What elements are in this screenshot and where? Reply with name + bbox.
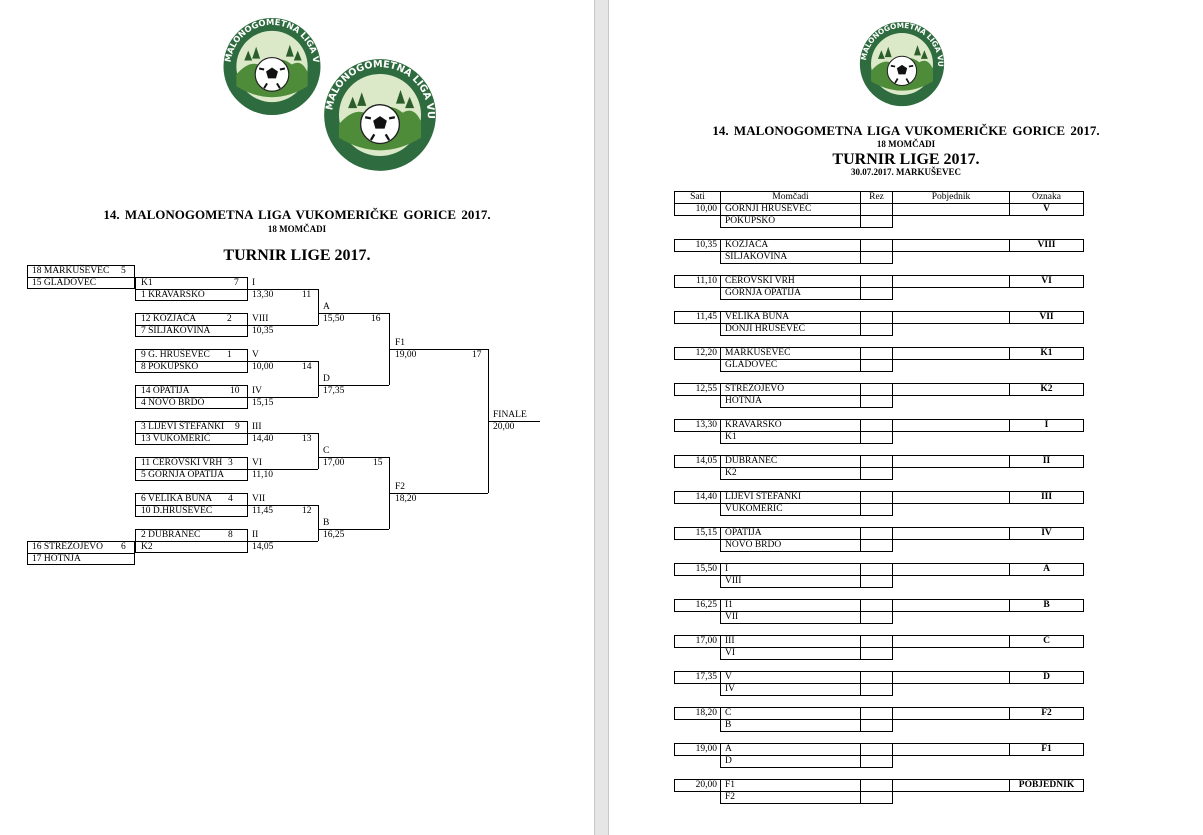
match-mark: K2 (1009, 383, 1084, 396)
page-gutter (594, 0, 609, 835)
bracket-team: 7 ŠILJAKOVINA (141, 326, 211, 336)
winner-cell (892, 419, 1010, 432)
match-mark: F2 (1009, 707, 1084, 720)
bracket-team: 3 LIJEVI ŠTEFANKI (141, 422, 225, 432)
match-mark: VIII (1009, 239, 1084, 252)
match-time: 18,20 (395, 494, 417, 504)
match-label: A (323, 302, 330, 312)
bracket-team: 5 GORNJA OPATIJA (141, 470, 225, 480)
bracket-team: K2 (141, 542, 153, 552)
winner-cell (892, 311, 1010, 324)
col-oznaka: Oznaka (1009, 191, 1084, 204)
match-label: VII (252, 494, 266, 504)
bracket-team: K1 (141, 278, 153, 288)
away-team: DONJI HRUŠEVEC (720, 323, 861, 336)
winner-cell (892, 599, 1010, 612)
home-team: V (720, 671, 861, 684)
match-mark: B (1009, 599, 1084, 612)
winner-cell (892, 743, 1010, 756)
score-away (860, 395, 893, 408)
away-team: D (720, 755, 861, 768)
match-mark: POBJEDNIK (1009, 779, 1084, 792)
match-number: 11 (302, 290, 312, 300)
match-mark: F1 (1009, 743, 1084, 756)
away-team: VUKOMERIĆ (720, 503, 861, 516)
winner-cell (892, 455, 1010, 468)
bracket-score: 8 (228, 530, 233, 540)
home-team: CEROVSKI VRH (720, 275, 861, 288)
bracket-team: 15 GLADOVEC (32, 278, 97, 288)
bracket-team: 2 DUBRANEC (141, 530, 201, 540)
match-number: 13 (302, 434, 312, 444)
match-time: 10,35 (674, 239, 721, 252)
match-mark: II (1009, 455, 1084, 468)
winner-cell (892, 563, 1010, 576)
bracket-score: 10 (230, 386, 240, 396)
winner-cell (892, 491, 1010, 504)
home-team: GORNJI HRUŠEVEC (720, 203, 861, 216)
home-team: DUBRANEC (720, 455, 861, 468)
match-time: 17,35 (674, 671, 721, 684)
match-time: 19,00 (674, 743, 721, 756)
match-time: 10,00 (252, 362, 274, 372)
winner-cell (892, 347, 1010, 360)
bracket-score: 7 (234, 278, 239, 288)
bracket-team: 8 POKUPSKO (141, 362, 199, 372)
away-team: K2 (720, 467, 861, 480)
league-logo-large (323, 58, 437, 172)
away-team: IV (720, 683, 861, 696)
match-number: 16 (371, 314, 381, 324)
home-team: STREZOJEVO (720, 383, 861, 396)
match-time: 11,45 (674, 311, 721, 324)
match-time: 17,00 (323, 458, 345, 468)
home-team: III (720, 635, 861, 648)
score-away (860, 287, 893, 300)
score-away (860, 539, 893, 552)
match-mark: I (1009, 419, 1084, 432)
match-mark: A (1009, 563, 1084, 576)
match-mark: III (1009, 491, 1084, 504)
match-time: 14,05 (252, 542, 274, 552)
bracket-score: 5 (121, 266, 126, 276)
score-away (860, 467, 893, 480)
home-team: I1 (720, 599, 861, 612)
match-time: 16,25 (674, 599, 721, 612)
match-time: 14,40 (252, 434, 274, 444)
bracket-team: 11 CEROVSKI VRH (141, 458, 223, 468)
match-label: B (323, 518, 330, 528)
bracket-team: 6 VELIKA BUNA (141, 494, 213, 504)
away-team: VIII (720, 575, 861, 588)
score-away (860, 503, 893, 516)
score-away (860, 359, 893, 372)
match-number: 12 (302, 506, 312, 516)
match-mark: C (1009, 635, 1084, 648)
away-team: POKUPSKO (720, 215, 861, 228)
match-time: 17,00 (674, 635, 721, 648)
bracket-team: 17 HOTNJA (32, 554, 81, 564)
score-away (860, 719, 893, 732)
match-label: IV (252, 386, 263, 396)
match-time: 15,15 (674, 527, 721, 540)
teams-count: 18 MOMČADI (876, 139, 936, 149)
match-mark: V (1009, 203, 1084, 216)
match-time: 12,55 (674, 383, 721, 396)
final-time: 20,00 (493, 422, 515, 432)
tournament-title: TURNIR LIGE 2017. (832, 151, 980, 168)
league-title: 14. MALONOGOMETNA LIGA VUKOMERIČKE GORICE 2017. (712, 123, 1100, 138)
league-logo (221, 17, 323, 116)
home-team: F1 (720, 779, 861, 792)
match-time: 14,05 (674, 455, 721, 468)
winner-cell (892, 383, 1010, 396)
home-team: A (720, 743, 861, 756)
bracket-team: 14 OPATIJA (141, 386, 190, 396)
winner-cell (892, 779, 1010, 792)
match-time: 18,20 (674, 707, 721, 720)
home-team: LIJEVI ŠTEFANKI (720, 491, 861, 504)
match-time: 15,15 (252, 398, 274, 408)
home-team: VELIKA BUNA (720, 311, 861, 324)
tournament-title: TURNIR LIGE 2017. (223, 247, 371, 264)
bracket-team: 12 KOZJAČA (141, 314, 197, 324)
bracket-page (0, 0, 594, 835)
bracket-score: 1 (227, 350, 232, 360)
bracket-team: 10 D.HRUŠEVEC (141, 506, 213, 516)
bracket-score: 6 (121, 542, 126, 552)
match-time: 12,20 (674, 347, 721, 360)
winner-cell (892, 635, 1010, 648)
away-team: GORNJA OPATIJA (720, 287, 861, 300)
bracket-team: 18 MARKUŠEVEC (32, 266, 110, 276)
match-time: 11,45 (252, 506, 274, 516)
col-pobjednik: Pobjednik (892, 191, 1010, 204)
match-label: VI (252, 458, 263, 468)
bracket-team: 9 G. HRUŠEVEC (141, 350, 210, 360)
match-time: 13,30 (674, 419, 721, 432)
bracket-score: 9 (235, 422, 240, 432)
score-away (860, 251, 893, 264)
match-label: II (252, 530, 259, 540)
match-label: VIII (252, 314, 269, 324)
winner-cell (892, 527, 1010, 540)
score-away (860, 791, 893, 804)
match-number: 14 (302, 362, 312, 372)
match-mark: IV (1009, 527, 1084, 540)
col-rez: Rez (860, 191, 893, 204)
home-team: KRAVARSKO (720, 419, 861, 432)
home-team: OPATIJA (720, 527, 861, 540)
away-team: NOVO BRDO (720, 539, 861, 552)
away-team: VI (720, 647, 861, 660)
match-number: 17 (472, 350, 482, 360)
match-time: 11,10 (674, 275, 721, 288)
col-sati: Sati (674, 191, 721, 204)
winner-cell (892, 671, 1010, 684)
away-team: F2 (720, 791, 861, 804)
match-mark: K1 (1009, 347, 1084, 360)
score-away (860, 611, 893, 624)
col-momcadi: Momčadi (720, 191, 861, 204)
bracket-team: 13 VUKOMERIĆ (141, 434, 211, 444)
home-team: MARKUŠEVEC (720, 347, 861, 360)
match-label: F2 (395, 482, 406, 492)
bracket-score: 3 (228, 458, 233, 468)
bracket-team: 16 STREZOJEVO (32, 542, 103, 552)
bracket-team: 4 NOVO BRDO (141, 398, 205, 408)
match-time: 14,40 (674, 491, 721, 504)
match-time: 15,50 (674, 563, 721, 576)
match-label: I (252, 278, 256, 288)
match-label: V (252, 350, 259, 360)
away-team: ŠILJAKOVINA (720, 251, 861, 264)
score-away (860, 755, 893, 768)
match-time: 13,30 (252, 290, 274, 300)
match-mark: VI (1009, 275, 1084, 288)
match-mark: D (1009, 671, 1084, 684)
home-team: C (720, 707, 861, 720)
teams-count: 18 MOMČADI (267, 224, 327, 234)
match-label: C (323, 446, 330, 456)
match-label: D (323, 374, 330, 384)
match-label: F1 (395, 338, 406, 348)
away-team: B (720, 719, 861, 732)
match-time: 10,35 (252, 326, 274, 336)
match-time: 16,25 (323, 530, 345, 540)
score-away (860, 215, 893, 228)
schedule-page (609, 0, 1203, 835)
match-time: 17,35 (323, 386, 345, 396)
bracket-team: 1 KRAVARSKO (141, 290, 205, 300)
final-label: FINALE (493, 410, 527, 420)
away-team: HOTNJA (720, 395, 861, 408)
home-team: KOZJAČA (720, 239, 861, 252)
score-away (860, 683, 893, 696)
league-logo (859, 21, 945, 107)
away-team: K1 (720, 431, 861, 444)
winner-cell (892, 275, 1010, 288)
match-number: 15 (373, 458, 383, 468)
match-time: 19,00 (395, 350, 417, 360)
match-time: 10,00 (674, 203, 721, 216)
match-time: 20,00 (674, 779, 721, 792)
match-time: 11,10 (252, 470, 274, 480)
bracket-score: 4 (228, 494, 233, 504)
winner-cell (892, 239, 1010, 252)
score-away (860, 575, 893, 588)
winner-cell (892, 707, 1010, 720)
winner-cell (892, 203, 1010, 216)
league-title: 14. MALONOGOMETNA LIGA VUKOMERIČKE GORICE 2017. (103, 207, 491, 222)
bracket-score: 2 (227, 314, 232, 324)
date-place: 30.07.2017. MARKUŠEVEC (850, 167, 961, 177)
score-away (860, 431, 893, 444)
match-time: 15,50 (323, 314, 345, 324)
away-team: GLADOVEC (720, 359, 861, 372)
match-mark: VII (1009, 311, 1084, 324)
score-away (860, 323, 893, 336)
match-label: III (252, 422, 262, 432)
score-away (860, 647, 893, 660)
home-team: I (720, 563, 861, 576)
away-team: VII (720, 611, 861, 624)
